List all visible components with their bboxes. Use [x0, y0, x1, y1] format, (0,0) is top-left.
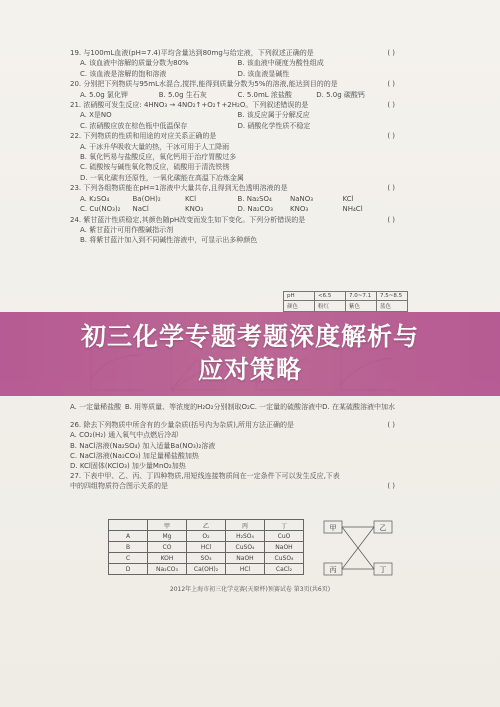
question-line	[70, 481, 395, 491]
option-row	[70, 110, 395, 120]
table-cell: CuO	[265, 531, 304, 542]
ph-cell: 7.5~8.5	[377, 292, 408, 301]
relation-diagram	[322, 519, 394, 579]
title-banner	[0, 312, 500, 396]
question-text: 22. 下列物质的性质和用途的对应关系正确的是	[70, 132, 217, 141]
question-stem	[70, 48, 395, 58]
node-jia: 甲	[329, 524, 337, 532]
table-cell: CO	[148, 542, 187, 553]
option-row	[70, 225, 395, 235]
option-row	[70, 152, 395, 162]
answer-option: KNO₃	[185, 205, 204, 214]
question-line	[70, 441, 395, 451]
table-cell: D	[109, 564, 148, 575]
reaction-table	[108, 519, 304, 575]
question-text: 24. 紫甘蓝汁性质稳定,其颜色随pH改变而发生如下变化。下列分析错误的是	[70, 215, 306, 224]
answer-blank: ( )	[387, 101, 395, 110]
option-row	[70, 90, 395, 100]
caption-row	[70, 402, 395, 412]
table-row	[109, 553, 304, 564]
question-text: D. KCl固体(KClO₃) 加少量MnO₂加热	[70, 462, 186, 471]
answer-blank: ( )	[387, 421, 395, 430]
color-cell: 蓝色	[377, 301, 408, 312]
question-line	[70, 451, 395, 461]
ph-cell: 7.0~7.1	[346, 292, 377, 301]
question-text: 26. 除去下列物质中所含有的少量杂质(括号内为杂质),所用方法正确的是	[70, 421, 295, 430]
table-cell: NaOH	[265, 542, 304, 553]
question-line	[70, 471, 395, 481]
question-stem	[70, 183, 395, 193]
option-row	[70, 204, 395, 214]
caption-a: A. 一定量稀盐酸	[70, 403, 122, 411]
question-line	[70, 461, 395, 471]
table-cell: CuSO₄	[265, 553, 304, 564]
answer-option: NaCl	[132, 205, 149, 214]
option-row	[70, 121, 395, 131]
table-cell: NaOH	[226, 553, 265, 564]
answer-blank: ( )	[387, 184, 395, 193]
table-cell: HCl	[226, 564, 265, 575]
answer-option: B. Na₂SO₄	[237, 194, 272, 203]
table-cell: CaCl₂	[265, 564, 304, 575]
color-cell: 紫色	[346, 301, 377, 312]
table-header-cell	[109, 520, 148, 531]
question-text: B. NaCl溶液(Na₂SO₄) 加入适量Ba(NO₃)₂溶液	[70, 441, 216, 450]
answer-option: D. 该血液显碱性	[237, 69, 290, 78]
banner-title-line1: 初三化学专题考题深度解析与	[80, 323, 419, 351]
option-row	[70, 69, 395, 79]
answer-option: A. K₂SO₄	[80, 194, 110, 203]
question-text: 21. 浓硝酸可发生反应: 4HNO₃ → 4NO₂↑+O₂↑+2H₂O。下列叙述错误的是	[70, 101, 309, 110]
page-footer: 2012年上海市初三化学竞赛(天原杯)预赛试卷 第3页(共6页)	[169, 586, 331, 593]
answer-option: KCl	[185, 194, 197, 203]
ph-cell: pH	[284, 292, 315, 301]
answer-option: NH₄Cl	[342, 205, 363, 214]
answer-option: C. 5.0mL 浓盐酸	[237, 90, 292, 99]
answer-blank: ( )	[387, 132, 395, 141]
option-row	[70, 58, 395, 68]
answer-option: B. 5.0g 生石灰	[158, 90, 207, 99]
node-bing: 丙	[329, 566, 337, 574]
question-line	[70, 420, 395, 430]
option-row	[70, 235, 395, 245]
table-row	[109, 564, 304, 575]
questions-bottom	[70, 402, 395, 492]
table-cell: O₂	[187, 531, 226, 542]
color-cell: 粉红	[315, 301, 346, 312]
answer-option: A. 5.0g 氯化钾	[80, 90, 128, 99]
answer-option: D. 5.0g 碳酸钙	[316, 90, 365, 99]
answer-option: D. 硝酸化学性质不稳定	[237, 121, 311, 130]
question-text: 中的四组物质符合图示关系的是	[70, 482, 168, 491]
option-row	[70, 142, 395, 152]
question-stem	[70, 215, 395, 225]
answer-option: A. X是NO	[80, 111, 112, 120]
option-row	[70, 173, 395, 183]
table-header-cell: 丙	[226, 520, 265, 531]
table-header-cell: 丁	[265, 520, 304, 531]
option-row	[70, 194, 395, 204]
table-cell: A	[109, 531, 148, 542]
answer-option: B. 该血液中硬度为酸性组成	[237, 59, 324, 68]
table-cell: B	[109, 542, 148, 553]
question-stem	[70, 131, 395, 141]
answer-option: B. 将紫甘蓝汁加入到不同碱性溶液中，可显示出多种颜色	[80, 236, 258, 245]
answer-option: KCl	[342, 194, 354, 203]
answer-option: NaNO₃	[290, 194, 314, 203]
question-stem	[70, 79, 395, 89]
answer-option: C. 该血液是溶解的饱和溶液	[80, 69, 167, 78]
table-cell: Ca(OH)₂	[187, 564, 226, 575]
answer-option: C. 硫酸铵与碱性氧化物反应，硫酸用于清洗铁锈	[80, 163, 230, 172]
answer-blank: ( )	[387, 215, 395, 224]
table-header-cell: 乙	[187, 520, 226, 531]
question-text: 19. 与100mL血液(pH=7.4)平均含量达到80mg与给定液，下列叙述正确的是	[70, 49, 314, 57]
answer-option: C. Cu(NO₃)₂	[80, 205, 121, 214]
table-cell: SO₃	[187, 553, 226, 564]
question-text: C. NaCl溶液(Na₂CO₃) 加足量稀盐酸加热	[70, 451, 199, 460]
color-cell: 颜色	[284, 301, 315, 312]
caption-b: B. 用等质量、等浓度的H₂O₂分别制取O₂	[124, 403, 250, 411]
table-cell: C	[109, 553, 148, 564]
banner-title-line2: 应对策略	[197, 356, 302, 384]
table-cell: Mg	[148, 531, 187, 542]
table-row	[109, 531, 304, 542]
answer-option: Ba(OH)₂	[132, 194, 161, 203]
question-text: 20. 分别把下列物质与95mL水混合,搅拌,能得到质量分数为5%的溶液,能达到目的的是	[70, 80, 338, 89]
caption-d: D. 在某硫酸溶液中加水	[322, 403, 395, 411]
color-row	[284, 301, 408, 312]
table-header-cell: 甲	[148, 520, 187, 531]
table-cell: H₂SO₄	[226, 531, 265, 542]
answer-option: A. 干冰升华吸收大量的热，干冰可用于人工降雨	[80, 142, 230, 151]
option-row	[70, 162, 395, 172]
answer-option: KNO₃	[290, 205, 309, 214]
answer-option: A. 该血液中溶解的质量分数为80%	[80, 59, 189, 68]
ph-color-table	[283, 291, 408, 312]
table-header-row	[109, 520, 304, 531]
answer-option: B. 该反应属于分解反应	[237, 111, 310, 120]
answer-option: A. 紫甘蓝汁可用作酸碱指示剂	[80, 225, 174, 234]
table-cell: CuSO₄	[226, 542, 265, 553]
caption-c: C. 一定量的硫酸溶液中	[249, 403, 323, 411]
answer-blank: ( )	[387, 482, 395, 491]
question-text: 23. 下列各组物质能在pH=1溶液中大量共存,且得到无色透明溶液的是	[70, 184, 288, 193]
question-stem	[70, 100, 395, 110]
question-list-bottom	[70, 420, 395, 491]
answer-option: D. 一氧化碳有还原性，一氧化碳能在高温下冶炼金属	[80, 173, 244, 182]
answer-option: C. 浓硝酸应放在棕色瓶中低温保存	[80, 121, 188, 130]
ph-cell: <6.5	[315, 292, 346, 301]
question-text: A. CO₂(H₂) 通入氧气中点燃后冷却	[70, 431, 179, 440]
node-yi: 乙	[379, 524, 387, 532]
answer-option: D. Na₂CO₃	[237, 205, 273, 214]
answer-blank: ( )	[387, 49, 395, 57]
table-cell: HCl	[187, 542, 226, 553]
node-ding: 丁	[379, 566, 387, 574]
table-cell: Na₂CO₃	[148, 564, 187, 575]
table-row	[109, 542, 304, 553]
answer-option: B. 氧化钙易与盐酸反应，氧化钙用于治疗胃酸过多	[80, 153, 237, 162]
answer-blank: ( )	[387, 80, 395, 89]
question-text: 27. 下表中甲、乙、丙、丁四种物质,用短线连接物质间在一定条件下可以发生反应,下表	[70, 472, 340, 481]
question-line	[70, 430, 395, 440]
table-cell: KOH	[148, 553, 187, 564]
ph-row	[284, 292, 408, 301]
questions-top	[70, 48, 395, 246]
